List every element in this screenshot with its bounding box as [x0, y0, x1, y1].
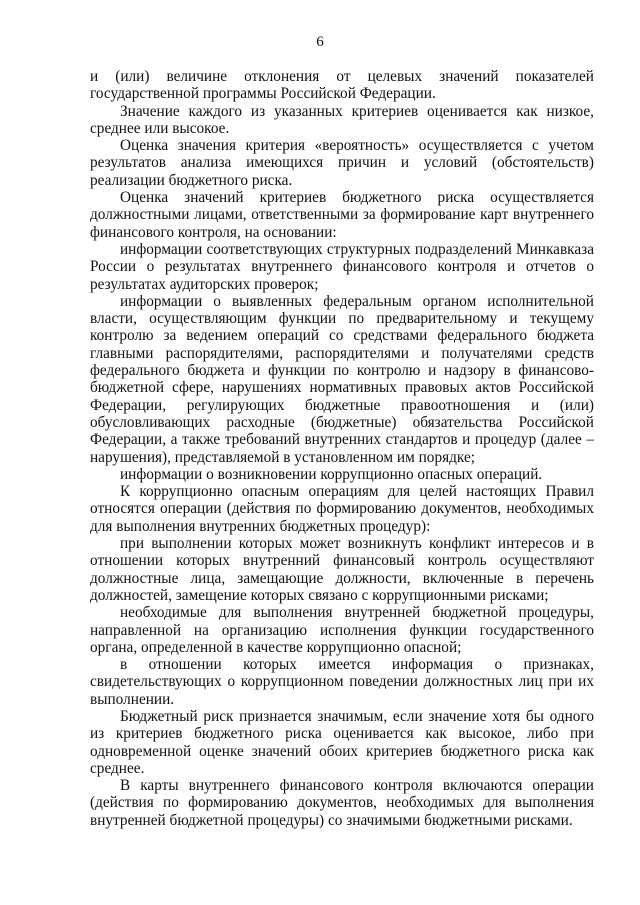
- paragraph: Значение каждого из указанных критериев оценивается как низкое, среднее или высокое.: [90, 102, 594, 137]
- paragraph: В карты внутреннего финансового контроля включаются операции (действия по формированию документов, необходимых для выполнения внутренней бюджетной процедуры) со значимыми бюджетными рисками.: [90, 777, 594, 829]
- paragraph: информации о выявленных федеральным органом исполнительной власти, осуществляющим функции по предварительному и текущему контролю за ведением операций со средствами федерального бюджета главными распорядителями, распорядителями и получателями средств федерального бюджета и функции по контролю и надзору в финансово-бюджетной сфере, нарушениях нормативных правовых актов Российской Федерации, регулирующих бюджетные правоотношения и (или) обусловливающих расходные (бюджетные) обязательства Российской Федерации, а также требований внутренних стандартов и процедур (далее – нарушения), представляемой в установленном им порядке;: [90, 292, 594, 466]
- paragraph: Бюджетный риск признается значимым, если значение хотя бы одного из критериев бюджетного риска оценивается как высокое, либо при одновременной оценке значений обоих критериев бюджетного риска как среднее.: [90, 707, 594, 777]
- paragraph: информации о возникновении коррупционно опасных операций.: [120, 465, 543, 483]
- document-body: [90, 68, 594, 829]
- paragraph: необходимые для выполнения внутренней бюджетной процедуры, направленной на организацию исполнения функции государственного органа, определенной в качестве коррупционно опасной;: [90, 604, 594, 656]
- paragraph: информации соответствующих структурных подразделений Минкавказа России о результатах внутреннего финансового контроля и отчетов о результатах аудиторских проверок;: [90, 240, 594, 293]
- paragraph: К коррупционно опасным операциям для целей настоящих Правил относятся операции (действия по формированию документов, необходимых для выполнения внутренних бюджетных процедур):: [90, 483, 594, 535]
- paragraph: при выполнении которых может возникнуть конфликт интересов и в отношении которых внутренний финансовый контроль осуществляют должностные лица, замещающие должности, включенные в перечень должностей, замещение которых связано с коррупционными рисками;: [90, 535, 594, 604]
- page-number: 6: [316, 34, 324, 50]
- paragraph: в отношении которых имеется информация о признаках, свидетельствующих о коррупционном поведении должностных лиц при их выполнении.: [90, 656, 594, 708]
- paragraph: Оценка значений критериев бюджетного риска осуществляется должностными лицами, ответственными за формирование карт внутреннего финансового контроля, на основании:: [90, 189, 594, 241]
- paragraph: Оценка значения критерия «вероятность» осуществляется с учетом результатов анализа имеющихся причин и условий (обстоятельств) реализации бюджетного риска.: [90, 137, 594, 189]
- paragraph: и (или) величине отклонения от целевых значений показателей государственной программы Российской Федерации.: [90, 68, 594, 103]
